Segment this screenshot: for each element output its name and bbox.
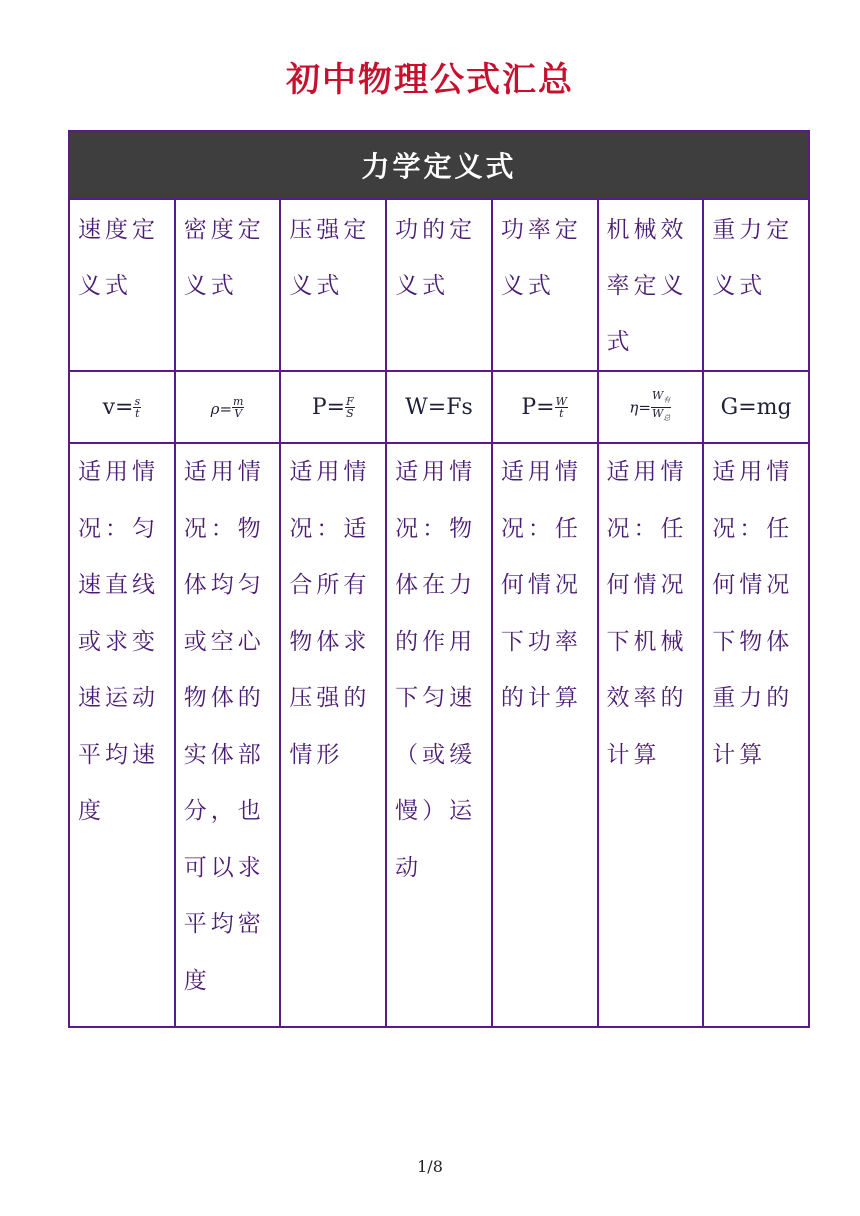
formula-lhs: ρ [210, 399, 220, 418]
document-title: 初中物理公式汇总 [286, 60, 574, 100]
numerator-symbol: W [652, 389, 664, 403]
fraction-denominator: S [346, 407, 354, 420]
usage-work: 适用情况：物体在力的作用下匀速（或缓慢）运动 [386, 443, 492, 1027]
mechanics-formula-table [68, 130, 810, 1028]
fraction [133, 396, 141, 419]
name-cell-power: 功率定义式 [492, 199, 598, 371]
fraction [555, 396, 568, 419]
name-cell-work: 功的定义式 [386, 199, 492, 371]
fraction-denominator: t [135, 407, 140, 420]
usage-power: 适用情况：任何情况下功率的计算 [492, 443, 598, 1027]
fraction-denominator [651, 408, 671, 424]
section-title: 力学定义式 [69, 131, 809, 199]
formula-equals: = [638, 399, 651, 417]
fraction-numerator: F [346, 395, 354, 408]
fraction [651, 390, 671, 423]
denominator-symbol: W [652, 406, 664, 420]
formula-gravity: G=mg [703, 371, 809, 443]
formula-work: W=Fs [386, 371, 492, 443]
fraction-denominator: t [559, 407, 564, 420]
usage-velocity: 适用情况：匀速直线或求变速运动平均速度 [69, 443, 175, 1027]
page-number: 1/8 [417, 1157, 443, 1176]
section-header-row [69, 131, 809, 199]
name-cell-velocity: 速度定义式 [69, 199, 175, 371]
formula-efficiency [598, 371, 704, 443]
fraction-numerator [651, 390, 671, 407]
usage-pressure: 适用情况：适合所有物体求压强的情形 [280, 443, 386, 1027]
name-cell-pressure: 压强定义式 [280, 199, 386, 371]
name-cell-gravity: 重力定义式 [703, 199, 809, 371]
name-cell-efficiency: 机械效率定义式 [598, 199, 704, 371]
fraction-numerator: s [134, 395, 141, 408]
formula-lhs: η [629, 399, 639, 417]
formula-power [492, 371, 598, 443]
denominator-subscript: 总 [663, 413, 671, 422]
formula-equals: = [219, 399, 233, 418]
usage-efficiency: 适用情况：任何情况下机械效率的计算 [598, 443, 704, 1027]
name-cell-density: 密度定义式 [175, 199, 281, 371]
formula-name-row [69, 199, 809, 371]
fraction [345, 396, 355, 419]
formula-row [69, 371, 809, 443]
formula-lhs: v= [102, 394, 134, 420]
usage-gravity: 适用情况：任何情况下物体重力的计算 [703, 443, 809, 1027]
fraction [232, 396, 244, 419]
usage-row [69, 443, 809, 1027]
numerator-subscript: 有 [663, 396, 671, 405]
fraction-numerator: W [555, 395, 567, 408]
formula-lhs: P= [521, 394, 555, 420]
formula-pressure [280, 371, 386, 443]
formula-lhs: P= [311, 394, 346, 420]
formula-velocity [69, 371, 175, 443]
usage-density: 适用情况：物体均匀或空心物体的实体部分，也可以求平均密度 [175, 443, 281, 1027]
formula-density [175, 371, 281, 443]
fraction-numerator: m [233, 395, 244, 408]
fraction-denominator: V [234, 407, 243, 420]
